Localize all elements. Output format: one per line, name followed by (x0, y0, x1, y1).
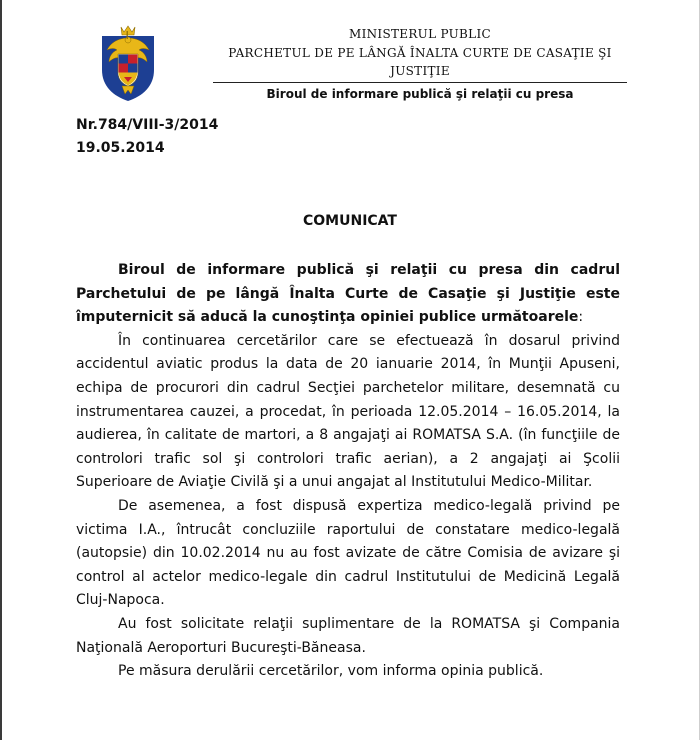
document-body (76, 259, 620, 684)
body-paragraph: De asemenea, a fost dispusă expertiza medico-legală privind pe victima I.A., întrucât concluziile raportului de constatare medico-legală (autopsie) din 10.02.2014 nu au fost avizate de către Comisia de avizare şi control al actelor medico-legale din cadrul Institutului de Medicină Legală Cluj-Napoca. (76, 497, 620, 609)
page-left-edge (0, 0, 2, 740)
body-paragraph: În continuarea cercetărilor care se efectuează în dosarul privind accidentul aviatic produs la data de 20 ianuarie 2014, în Munţii Apuseni, echipa de procurori din cadrul Secţiei parchetelor militare, desemnată cu instrumentarea cauzei, a procedat, în perioada 12.05.2014 – 16.05.2014, la audierea, în calitate de martori, a 8 angajaţi ai ROMATSA S.A. (în funcţiile de controlori trafic sol şi controlori trafic aerian), a 2 angajaţi ai Şcolii Superioare de Aviaţie Civilă şi a unui angajat al Institutului Medico-Militar. (76, 332, 620, 491)
letterhead (205, 26, 635, 104)
body-paragraph: Pe măsura derulării cercetărilor, vom informa opinia publică. (118, 663, 544, 680)
intro-text: Biroul de informare publică şi relaţii cu presa din cadrul Parchetului de pe lângă Înalta Curte de Casaţie şi Justiţie este împuternicit să aducă la cunoştinţa opiniei publice următoarele (76, 262, 620, 326)
body-paragraph: Au fost solicitate relaţii suplimentare de la ROMATSA şi Compania Naţională Aeroporturi Bucureşti-Băneasa. (76, 615, 620, 656)
document-date: 19.05.2014 (76, 140, 165, 156)
bureau-name: Biroul de informare publică şi relaţii cu presa (266, 87, 574, 101)
coat-of-arms-icon (99, 24, 157, 102)
intro-paragraph (76, 259, 620, 330)
document-title: COMUNICAT (303, 213, 397, 229)
ministry-name: MINISTERUL PUBLIC (349, 27, 491, 41)
registration-number: Nr.784/VIII-3/2014 (76, 117, 219, 133)
prosecutor-office-name: PARCHETUL DE PE LÂNGĂ ÎNALTA CURTE DE CASAŢIE ŞI JUSTIŢIE (213, 44, 627, 83)
intro-colon: : (578, 309, 584, 326)
